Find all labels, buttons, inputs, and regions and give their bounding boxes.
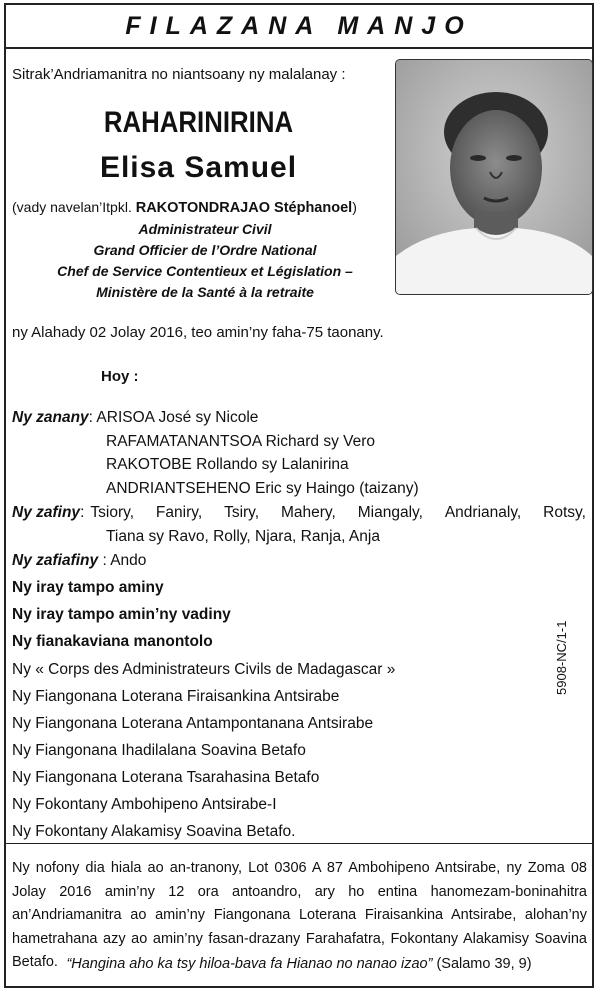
portrait-photo: [395, 59, 593, 295]
spouse-prefix: (vady navelan’Itpkl.: [12, 199, 132, 215]
notice-title: FILAZANA MANJO: [125, 11, 473, 40]
grandchildren-names: [90, 504, 586, 522]
child-entry: : ARISOA José sy Nicole: [88, 409, 259, 426]
title-line: Administrateur Civil: [138, 221, 272, 237]
death-date-line: ny Alahady 02 Jolay 2016, teo amin’ny faha-75 taonany.: [12, 324, 384, 341]
great-grandchild-entry: : Ando: [98, 552, 147, 569]
deceased-surname: RAHARINIRINA: [103, 106, 294, 139]
intro-line: Sitrak’Andriamanitra no niantsoany ny malalanay :: [12, 66, 346, 83]
great-grandchildren-label: Ny zafiafiny: [12, 552, 99, 569]
relatives-line: Ny fianakaviana manontolo: [12, 633, 213, 650]
title-line: Chef de Service Contentieux et Législation –: [57, 263, 353, 279]
section-divider: [6, 843, 592, 844]
children-label: Ny zanany: [12, 409, 89, 426]
grandchildren-line: [12, 504, 586, 522]
quote-text: “Hangina aho ka tsy hiloa-bava fa Hianao no nanao izao”: [66, 956, 433, 972]
child-entry: ANDRIANTSEHENO Eric sy Haingo (taizany): [106, 480, 419, 497]
deceased-given-names: Elisa Samuel: [99, 151, 298, 184]
organization-line: Ny Fokontany Ambohipeno Antsirabe-I: [12, 796, 277, 813]
great-grandchildren-line: [12, 552, 146, 570]
funeral-details: Ny nofony dia hiala ao an-tranony, Lot 0306 A 87 Ambohipeno Antsirabe, ny Zoma 08 Jolay 2016 amin’ny 12 ora antoandro, ary ho entina hanomezam-boninahitra an’Andriamanitra ao amin’ny Fiangonana Loterana Firaisankina Antsirabe, alohan’ny hametrahana azy ao amin’ny fasan-drazany Farahafatra, Fokontany Alakamisy Soavina Betafo.: [12, 860, 587, 970]
spouse-siblings-line: Ny iray tampo amin’ny vadiny: [12, 606, 231, 623]
grandchild-name: Faniry,: [155, 504, 203, 521]
organization-line: Ny Fiangonana Loterana Antampontanana Antsirabe: [12, 715, 374, 732]
grandchild-name: Rotsy,: [543, 504, 586, 521]
notice-frame: [4, 3, 594, 988]
siblings-line: Ny iray tampo aminy: [12, 579, 164, 596]
spouse-name: RAKOTONDRAJAO Stéphanoel: [135, 200, 353, 216]
notice-header: [6, 5, 592, 49]
organization-line: Ny « Corps des Administrateurs Civils de Madagascar »: [12, 661, 396, 678]
organization-line: Ny Fokontany Alakamisy Soavina Betafo.: [12, 823, 296, 840]
grandchild-name: Andrianaly,: [444, 504, 522, 521]
hoy-label: Hoy :: [101, 368, 139, 385]
grandchild-name: Tsiry,: [224, 504, 260, 521]
grandchildren-line-2: Tiana sy Ravo, Rolly, Njara, Ranja, Anja: [106, 528, 380, 545]
portrait-image: [396, 60, 592, 294]
title-line: Ministère de la Santé à la retraite: [96, 284, 314, 300]
quote-source: (Salamo 39, 9): [436, 956, 532, 972]
scripture-quote: [6, 956, 592, 972]
grandchild-name: Miangaly,: [357, 504, 423, 521]
grandchildren-label: Ny zafiny: [12, 504, 81, 521]
grandchildren-colon: :: [80, 504, 85, 521]
spouse-line: [12, 199, 357, 216]
grandchild-name: Mahery,: [280, 504, 336, 521]
spouse-suffix: ): [352, 199, 357, 215]
child-entry: RAFAMATANANTSOA Richard sy Vero: [106, 433, 376, 450]
children-line: [12, 409, 258, 427]
child-entry: RAKOTOBE Rollando sy Lalanirina: [106, 456, 349, 473]
reference-code: 5908-NC/1-1: [554, 620, 569, 695]
organization-line: Ny Fiangonana Loterana Firaisankina Antsirabe: [12, 688, 340, 705]
grandchild-name: Tsiory,: [90, 504, 135, 521]
organization-line: Ny Fiangonana Loterana Tsarahasina Betafo: [12, 769, 320, 786]
organization-line: Ny Fiangonana Ihadilalana Soavina Betafo: [12, 742, 306, 759]
title-line: Grand Officier de l’Ordre National: [93, 242, 317, 258]
